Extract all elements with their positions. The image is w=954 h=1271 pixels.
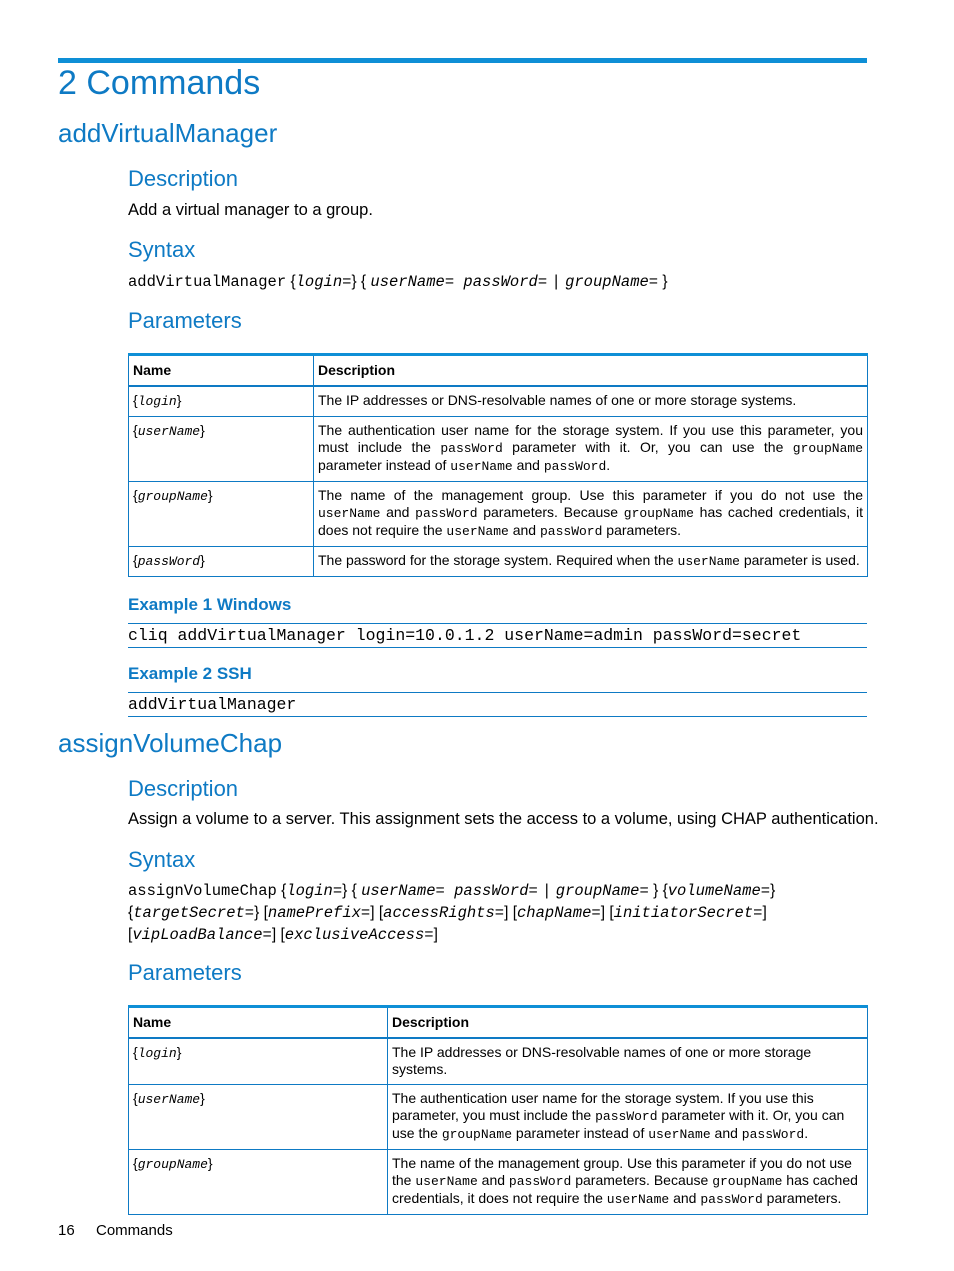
parameters-heading: Parameters	[128, 960, 242, 985]
param-name: {passWord}	[129, 547, 314, 577]
param-name: {login}	[129, 386, 314, 417]
param-name: {groupName}	[129, 1150, 388, 1215]
parameters-table	[128, 353, 868, 577]
command-heading-addvirtualmanager: addVirtualManager	[58, 118, 278, 148]
parameters-table	[128, 1005, 868, 1215]
example-code-box	[128, 623, 867, 648]
example-code-box	[128, 692, 867, 717]
param-name: {login}	[129, 1038, 388, 1085]
table-row	[129, 482, 868, 547]
example-code: cliq addVirtualManager login=10.0.1.2 userName=admin passWord=secret	[128, 626, 802, 645]
syntax-line: addVirtualManager {login=} { userName= passWord= | groupName= }	[128, 273, 668, 291]
param-description: The IP addresses or DNS-resolvable names of one or more storage systems.	[388, 1038, 868, 1085]
param-description: The name of the management group. Use this parameter if you do not use the userName and passWord parameters. Because groupName has cached credentials, it does not require the userName and passWord parameters.	[388, 1150, 868, 1215]
description-text: Assign a volume to a server. This assignment sets the access to a volume, using CHAP authentication.	[128, 810, 879, 828]
syntax-line: assignVolumeChap {login=} { userName= passWord= | groupName= } {volumeName=}	[128, 882, 776, 900]
example-title: Example 2 SSH	[128, 664, 252, 683]
column-header-name: Name	[129, 1007, 388, 1039]
command-heading-assignvolumechap: assignVolumeChap	[58, 728, 283, 758]
param-description: The IP addresses or DNS-resolvable names of one or more storage systems.	[314, 386, 868, 417]
syntax-line: {targetSecret=} [namePrefix=] [accessRights=] [chapName=] [initiatorSecret=]	[128, 904, 767, 922]
column-header-name: Name	[129, 355, 314, 387]
table-row	[129, 386, 868, 417]
param-name: {userName}	[129, 1085, 388, 1150]
table-row	[129, 417, 868, 482]
column-header-description: Description	[388, 1007, 868, 1039]
footer-section-name: Commands	[96, 1222, 173, 1239]
syntax-line: [vipLoadBalance=] [exclusiveAccess=]	[128, 926, 438, 944]
param-name: {userName}	[129, 417, 314, 482]
param-description: The authentication user name for the storage system. If you use this parameter, you must include the passWord parameter with it. Or, you can use the groupName parameter instead of userName and passWord.	[314, 417, 868, 482]
table-header-row	[129, 1007, 868, 1039]
column-header-description: Description	[314, 355, 868, 387]
syntax-heading: Syntax	[128, 847, 196, 872]
description-heading: Description	[128, 776, 239, 801]
param-description: The name of the management group. Use this parameter if you do not use the userName and passWord parameters. Because groupName has cached credentials, it does not require the userName and passWord parameters.	[314, 482, 868, 547]
description-text: Add a virtual manager to a group.	[128, 201, 373, 219]
param-name: {groupName}	[129, 482, 314, 547]
example-title: Example 1 Windows	[128, 595, 292, 614]
param-description: The authentication user name for the storage system. If you use this parameter, you must include the passWord parameter with it. Or, you can use the groupName parameter instead of userName and passWord.	[388, 1085, 868, 1150]
page-number: 16	[58, 1222, 75, 1239]
table-row	[129, 1150, 868, 1215]
table-row	[129, 1038, 868, 1085]
example-code: addVirtualManager	[128, 695, 297, 714]
parameters-heading: Parameters	[128, 308, 242, 333]
chapter-top-rule	[58, 58, 867, 63]
table-row	[129, 547, 868, 577]
description-heading: Description	[128, 166, 239, 191]
table-row	[129, 1085, 868, 1150]
param-description: The password for the storage system. Required when the userName parameter is used.	[314, 547, 868, 577]
syntax-heading: Syntax	[128, 237, 196, 262]
table-header-row	[129, 355, 868, 387]
chapter-title: 2 Commands	[58, 64, 261, 102]
